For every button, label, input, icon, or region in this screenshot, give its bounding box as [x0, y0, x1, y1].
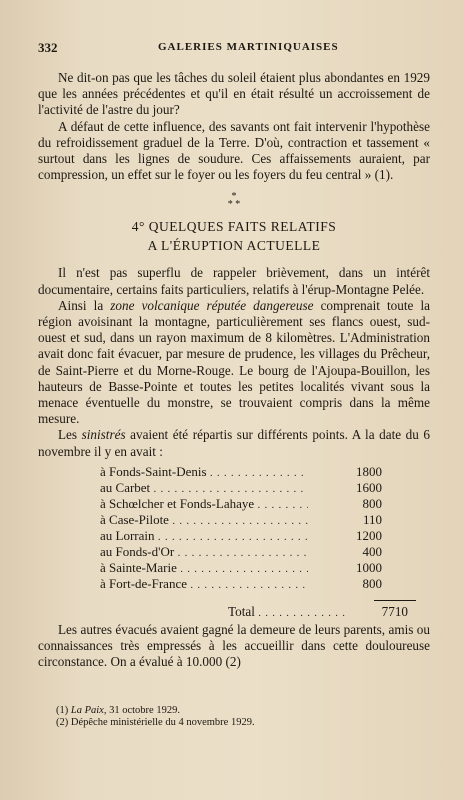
tally-row: [38, 464, 430, 480]
total-value: 7710: [381, 603, 408, 619]
total-label: Total . . .: [228, 602, 346, 622]
tally-place: à Schœlcher et Fonds-Lahaye . . .: [100, 496, 308, 512]
paragraph-other-evacuees: Les autres évacués avaient gagné la demeure de leurs parents, amis ou connaissances très empressés à les accueillir dans cette douloureuse circonstance. On a évalué à 10.000 (2): [38, 621, 430, 670]
tally-count: 1200: [356, 527, 382, 543]
tally-count: 400: [362, 543, 382, 559]
tally-count: 1600: [356, 479, 382, 495]
asterism-top: *: [231, 191, 237, 203]
paragraph-cooling-hypothesis: A défaut de cette influence, des savants ont fait intervenir l'hypothèse du refroidissement graduel de la Terre. D'où, contraction et tassement « surtout dans les lignes de soudure. Ces affaissements auraient, par compression, un effet sur le foyer ou les foyers du feu central » (1).: [38, 118, 430, 183]
paragraph-sinistres: Les sinistrés avaient été répartis sur différents points. A la date du 6 novembre il y en avait :: [38, 427, 431, 459]
asterism-bottom: * *: [227, 199, 241, 211]
tally-row: [38, 544, 430, 560]
sinistres-term: sinistrés: [81, 427, 126, 443]
danger-zone-term: zone volcanique réputée dangereuse: [110, 297, 314, 313]
tally-row: [38, 480, 430, 496]
tally-total: [38, 602, 430, 622]
page-body: [38, 70, 430, 670]
section-heading-line2: A L'ÉRUPTION ACTUELLE: [147, 238, 321, 254]
tally-count: 800: [362, 575, 382, 591]
tally-place: à Fonds-Saint-Denis . . .: [100, 464, 308, 480]
paragraph-sun-spots: Ne dit-on pas que les tâches du soleil étaient plus abondantes en 1929 que les années précédentes et qu'il en était résulté un accroissement de l'activité de l'astre du jour?: [38, 70, 430, 118]
tally-count: 110: [362, 511, 382, 527]
section-heading: [38, 217, 430, 255]
section-heading-line1: 4° QUELQUES FAITS RELATIFS: [131, 219, 337, 235]
paragraph-danger-zone: Ainsi la zone volcanique réputée dangereuse comprenait toute la région avoisinant la montagne, particulièrement ses flancs ouest, sud-ouest et sud, dans un rayon maximum de 8 kilomètres. L'Administration avait donc fait évacuer, par mesure de prudence, les villages du Prêcheur, de Saint-Pierre et du Morne-Rouge. Le bourg de l'Ajoupa-Bouillon, les hauteurs de Basse-Pointe et toutes les petites localités vivant sous la menace éventuelle du monstre, se trouvaient compris dans la même mesure.: [38, 297, 430, 427]
tally-row: [38, 496, 430, 512]
tally-place: à Case-Pilote . . .: [100, 512, 308, 528]
paragraph-intro: Il n'est pas superflu de rappeler brièvement, dans un intérêt documentaire, certains faits particuliers, relatifs à l'érup-Montagne Pelée.: [38, 265, 430, 297]
tally-row: [38, 560, 430, 576]
footnote-source: La Paix,: [70, 705, 107, 716]
footnote: (2) Dépêche ministérielle du 4 novembre 1929.: [56, 717, 255, 728]
footnotes: [56, 705, 426, 729]
tally-count: 800: [362, 495, 382, 511]
tally-count: 1000: [356, 559, 382, 575]
footnote: (1) La Paix, 31 octobre 1929.: [56, 705, 180, 716]
tally-row: [38, 512, 430, 528]
asterism-separator: [38, 193, 430, 209]
tally-place: au Lorrain . . .: [100, 528, 308, 544]
total-rule: [374, 600, 416, 601]
tally-place: au Carbet . . .: [100, 480, 308, 496]
tally-row: [38, 528, 430, 544]
tally-row: [38, 576, 430, 592]
tally-place: au Fonds-d'Or . . .: [100, 544, 308, 560]
evacuee-tally: [38, 464, 430, 622]
running-title: GALERIES MARTINIQUAISES: [158, 41, 339, 53]
page-header: [38, 40, 426, 56]
page-number: 332: [38, 40, 58, 55]
tally-place: à Sainte-Marie . . .: [100, 560, 308, 576]
tally-count: 1800: [356, 463, 382, 479]
tally-place: à Fort-de-France . . .: [100, 576, 308, 592]
